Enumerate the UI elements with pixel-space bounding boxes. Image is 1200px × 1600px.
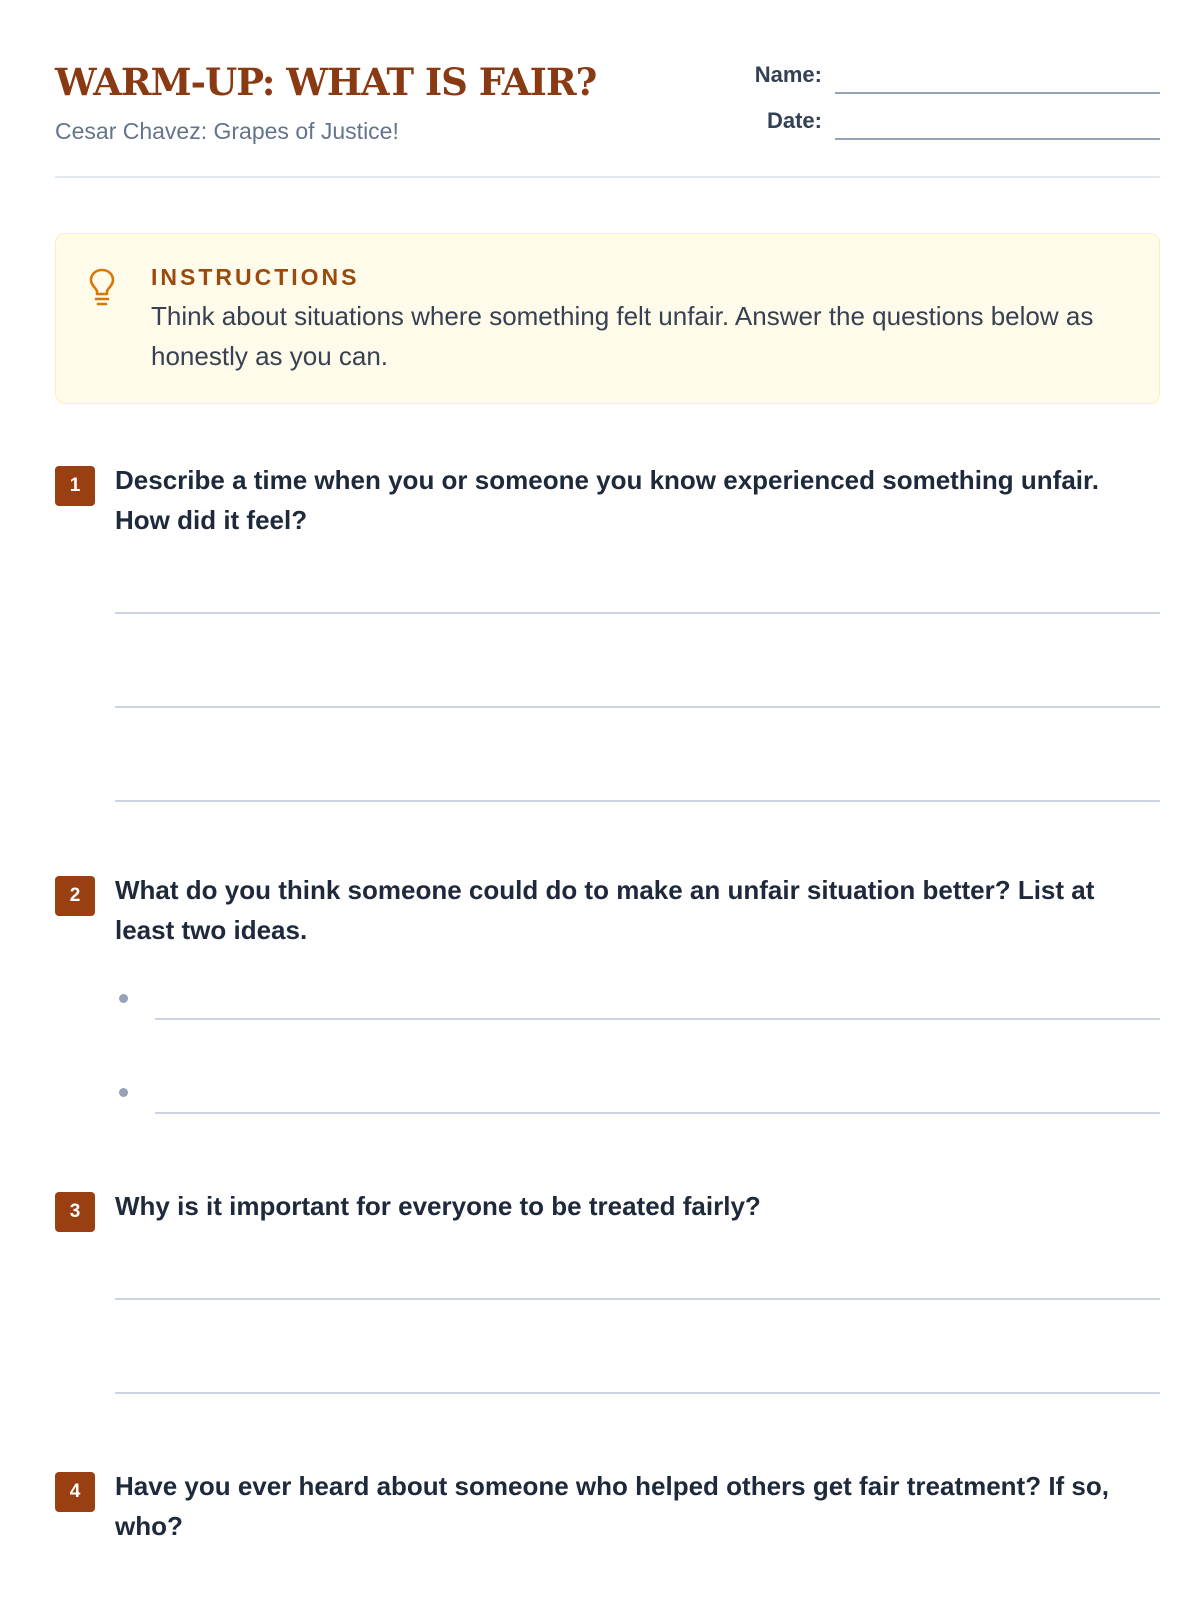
question-number-badge: 1 <box>55 466 95 506</box>
date-label: Date: <box>766 108 822 133</box>
bullet-icon <box>119 1088 128 1097</box>
bullet-answer-row <box>115 1088 1160 1128</box>
name-label: Name: <box>754 62 822 87</box>
answer-line[interactable] <box>155 1018 1160 1020</box>
page-title: WARM-UP: WHAT IS FAIR? <box>55 60 597 104</box>
answer-line[interactable] <box>115 1298 1160 1300</box>
name-input-line[interactable] <box>835 92 1160 94</box>
bullet-answer-row <box>115 994 1160 1034</box>
answer-line[interactable] <box>115 800 1160 802</box>
name-field[interactable] <box>745 58 1160 94</box>
instructions-heading: INSTRUCTIONS <box>151 264 360 290</box>
date-field[interactable] <box>745 104 1160 140</box>
answer-line[interactable] <box>115 1392 1160 1394</box>
instructions-text: Think about situations where something felt unfair. Answer the questions below as honestly as you can. <box>151 301 1094 371</box>
question-number-badge: 4 <box>55 1472 95 1512</box>
answer-line[interactable] <box>155 1112 1160 1114</box>
worksheet-header <box>55 58 1160 178</box>
question-text: Have you ever heard about someone who helped others get fair treatment? If so, who? <box>115 1471 1109 1541</box>
date-input-line[interactable] <box>835 138 1160 140</box>
header-divider <box>55 176 1160 178</box>
lightbulb-icon <box>89 267 115 309</box>
question-text: Describe a time when you or someone you know experienced something unfair. How did it feel? <box>115 465 1099 535</box>
instructions-box <box>55 233 1160 404</box>
answer-line[interactable] <box>115 706 1160 708</box>
question-text: Why is it important for everyone to be treated fairly? <box>115 1191 761 1221</box>
page-subtitle: Cesar Chavez: Grapes of Justice! <box>55 118 399 144</box>
question-number-badge: 2 <box>55 876 95 916</box>
question-text: What do you think someone could do to make an unfair situation better? List at least two ideas. <box>115 875 1095 945</box>
bullet-icon <box>119 994 128 1003</box>
answer-line[interactable] <box>115 612 1160 614</box>
question-number-badge: 3 <box>55 1192 95 1232</box>
